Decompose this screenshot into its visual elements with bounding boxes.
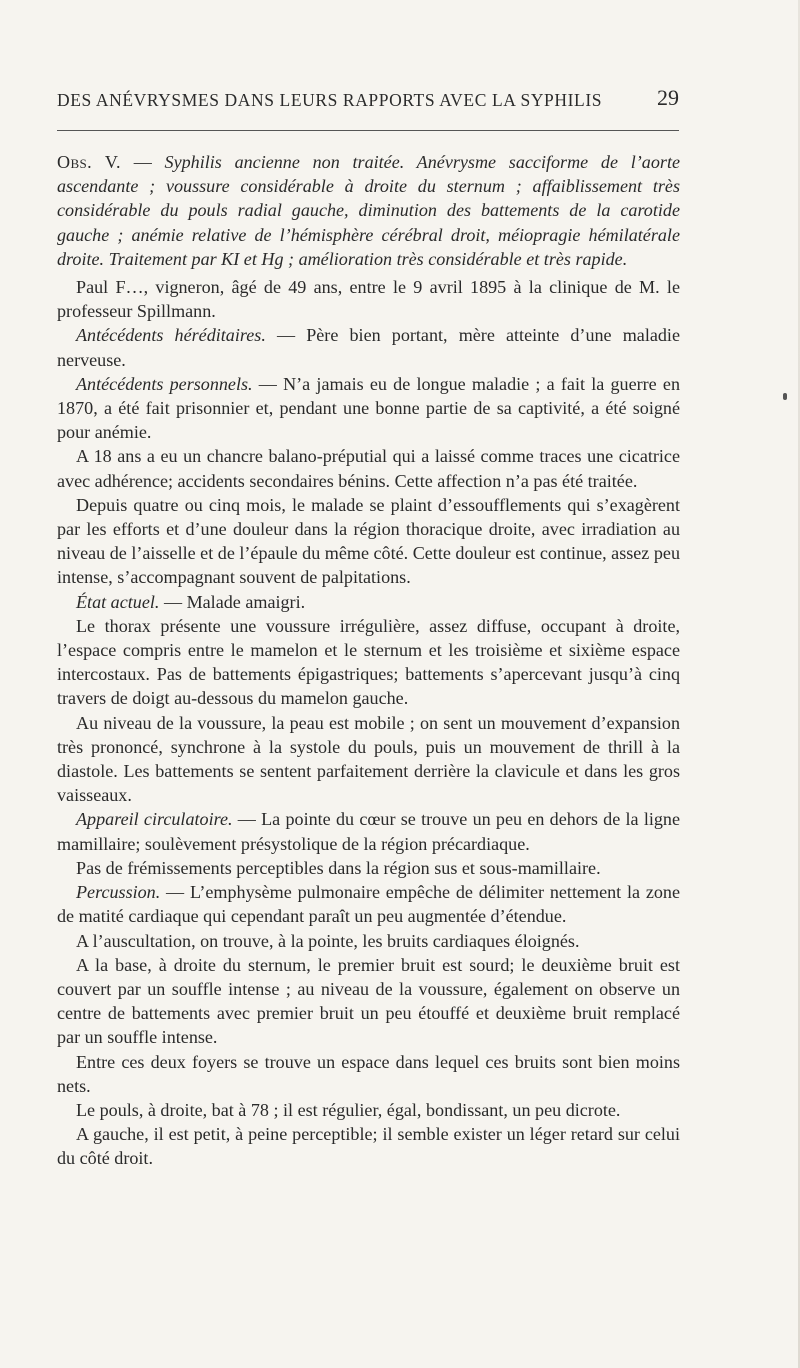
paragraph	[57, 1098, 680, 1122]
paragraph-text: — L’emphysème pulmonaire empêche de délimiter nettement la zone de matité cardiaque qui cependant paraît un peu augmentée d’étendue.	[57, 882, 680, 927]
paragraph	[57, 856, 680, 880]
paragraph	[57, 711, 680, 808]
section-lead: Percussion.	[76, 882, 161, 903]
paragraph	[57, 1122, 680, 1170]
paragraph-text: Entre ces deux foyers se trouve un espace dans lequel ces bruits sont bien moins nets.	[57, 1051, 680, 1096]
section-lead: Antécédents héréditaires.	[76, 325, 266, 346]
paragraph	[57, 1050, 680, 1098]
paragraph-text: Au niveau de la voussure, la peau est mobile ; on sent un mouvement d’expansion très prononcé, synchrone à la systole du pouls, puis un mouvement de thrill à la diastole. Les battements se sentent parfaitement derrière la clavicule et dans les gros vaisseaux.	[57, 712, 680, 806]
paragraph-text: A 18 ans a eu un chancre balano-préputial qui a laissé comme traces une cicatrice avec adhérence; accidents secondaires bénins. Cette affection n’a pas été traitée.	[57, 446, 680, 491]
paragraph	[57, 493, 680, 590]
paragraph	[57, 444, 680, 492]
paragraph-text: A gauche, il est petit, à peine perceptible; il semble exister un léger retard sur celui du côté droit.	[57, 1124, 680, 1169]
paragraph-text: Depuis quatre ou cinq mois, le malade se plaint d’essoufflements qui s’exagèrent par les efforts et d’une douleur dans la région thoracique droite, avec irradiation au niveau de l’aisselle et de l’épaule du même côté. Cette douleur est continue, assez peu intense, s’accompagnant souvent de palpitations.	[57, 494, 680, 588]
paragraph	[57, 953, 680, 1050]
paragraph	[57, 275, 680, 323]
paragraph	[57, 372, 680, 445]
body-text	[57, 150, 680, 1171]
running-title: DES ANÉVRYSMES DANS LEURS RAPPORTS AVEC LA SYPHILIS	[57, 90, 603, 110]
paragraph-text: — Malade amaigri.	[159, 591, 306, 612]
observation-heading	[57, 150, 680, 271]
paragraph	[57, 614, 680, 711]
paragraph-text: Le thorax présente une voussure irrégulière, assez diffuse, occupant à droite, l’espace compris entre le mamelon et le sternum et les troisième et sixième espace intercostaux. Pas de battements épigastriques; battements s’apercevant jusqu’à cinq travers de doigt au-dessous du mamelon gauche.	[57, 615, 680, 709]
paragraph-text: A la base, à droite du sternum, le premier bruit est sourd; le deuxième bruit est couvert par un souffle intense ; au niveau de la voussure, également on observe un centre de battements avec premier bruit un peu étouffé et deuxième bruit remplacé par un souffle intense.	[57, 954, 680, 1048]
paragraph	[57, 880, 680, 928]
paragraph-text: — La pointe du cœur se trouve un peu en dehors de la ligne mamillaire; soulèvement présystolique de la région précardiaque.	[57, 809, 680, 854]
paragraph-text: A l’auscultation, on trouve, à la pointe, les bruits cardiaques éloignés.	[76, 930, 580, 951]
paragraph-text: — Père bien portant, mère atteinte d’une maladie nerveuse.	[57, 325, 680, 370]
paragraph	[57, 323, 680, 371]
observation-summary: Syphilis ancienne non traitée. Anévrysme sacciforme de l’aorte ascendante ; voussure considérable à droite du sternum ; affaiblissement très considérable du pouls radial gauche, diminution des battements de la carotide gauche ; anémie relative de l’hémisphère cérébral droit, méiopragie hémilatérale droite. Traitement par KI et Hg ; amélioration très considérable et très rapide.	[57, 152, 680, 269]
margin-ink-mark	[783, 393, 787, 400]
observation-dash: —	[120, 152, 165, 172]
section-lead: État actuel.	[76, 591, 160, 612]
section-lead: Antécédents personnels.	[76, 373, 253, 394]
header-rule	[57, 130, 679, 131]
paragraph	[57, 590, 680, 614]
paragraph	[57, 929, 680, 953]
page-number: 29	[657, 85, 679, 110]
paragraph-text: Pas de frémissements perceptibles dans la région sus et sous-mamillaire.	[76, 857, 601, 878]
paragraph	[57, 807, 680, 855]
paragraph-text: — N’a jamais eu de longue maladie ; a fait la guerre en 1870, a été fait prisonnier et, pendant une bonne partie de sa captivité, a été soigné pour anémie.	[57, 373, 681, 443]
paragraph-text: Le pouls, à droite, bat à 78 ; il est régulier, égal, bondissant, un peu dicrote.	[76, 1099, 621, 1120]
observation-label: Obs. V.	[57, 152, 121, 172]
paragraph-text: Paul F…, vigneron, âgé de 49 ans, entre le 9 avril 1895 à la clinique de M. le professeur Spillmann.	[57, 277, 680, 322]
section-lead: Appareil circulatoire.	[76, 809, 233, 830]
